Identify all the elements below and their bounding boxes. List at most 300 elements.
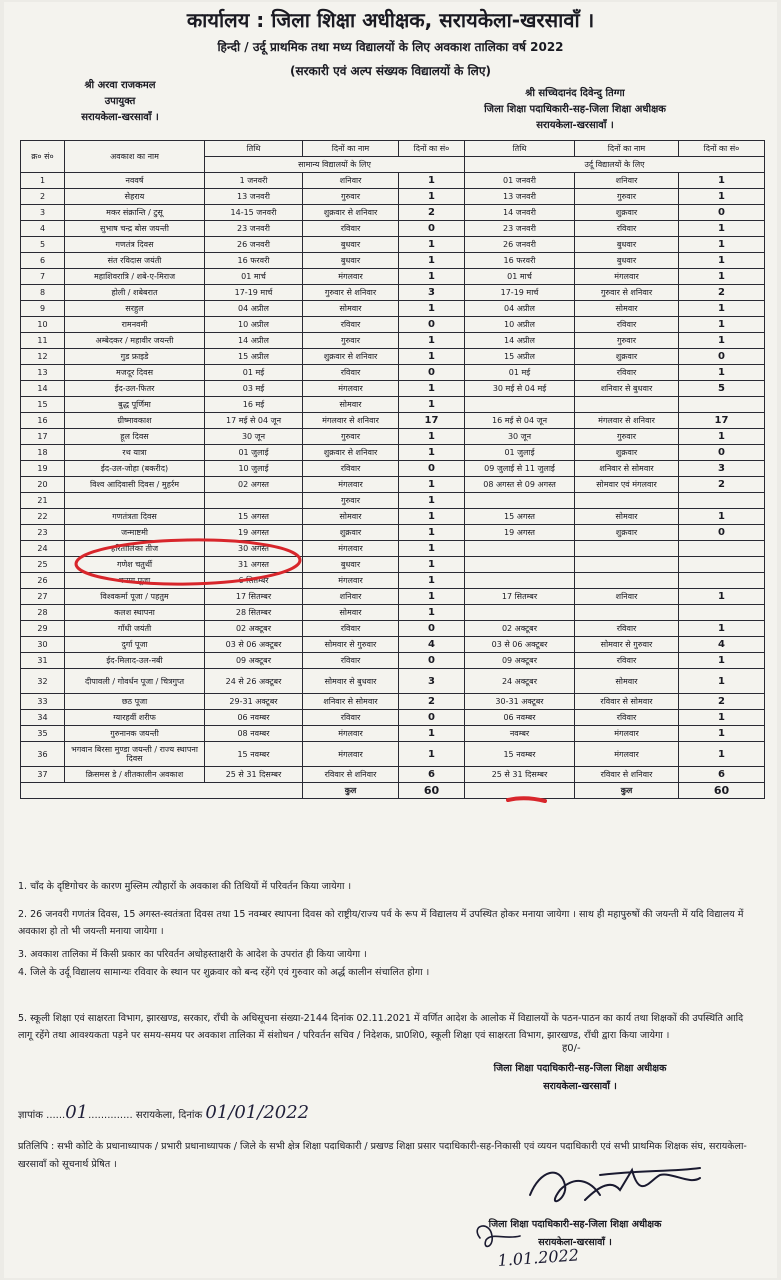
cell-sno: 7 — [21, 269, 65, 285]
cell-day-general: मंगलवार — [303, 573, 399, 589]
cell-date-urdu: 16 फरवरी — [465, 253, 575, 269]
table-row — [21, 637, 765, 653]
cell-date-general: 15 अप्रील — [205, 349, 303, 365]
table-row — [21, 397, 765, 413]
cell-day-general: गुरुवार — [303, 333, 399, 349]
cell-count-general: 1 — [399, 301, 465, 317]
cell-holiday-name: ग्यारहवीं शरीफ — [65, 710, 205, 726]
memo-date: 01/01/2022 — [205, 1102, 310, 1123]
cell-sno: 13 — [21, 365, 65, 381]
cell-holiday-name: ईद-उल-फितर — [65, 381, 205, 397]
cell-date-urdu — [465, 493, 575, 509]
cell-sno: 30 — [21, 637, 65, 653]
cell-day-urdu: रविवार से सोमवार — [575, 694, 679, 710]
table-row — [21, 285, 765, 301]
cell-day-general: शनिवार — [303, 589, 399, 605]
cell-count-urdu — [679, 573, 765, 589]
table-row — [21, 365, 765, 381]
holiday-table — [20, 140, 765, 799]
cell-holiday-name: रथ यात्रा — [65, 445, 205, 461]
cell-count-urdu — [679, 397, 765, 413]
cell-date-urdu — [465, 541, 575, 557]
cell-day-urdu: गुरुवार — [575, 333, 679, 349]
cell-day-urdu: मंगलवार — [575, 742, 679, 767]
right-officer-block — [470, 86, 680, 134]
cell-date-general: 13 जनवरी — [205, 189, 303, 205]
cell-day-urdu: सोमवार एवं मंगलवार — [575, 477, 679, 493]
cell-count-urdu: 0 — [679, 525, 765, 541]
cell-count-urdu: 1 — [679, 429, 765, 445]
table-row — [21, 605, 765, 621]
cell-holiday-name: ग्रीष्मावकाश — [65, 413, 205, 429]
cell-sno: 25 — [21, 557, 65, 573]
cell-sno: 28 — [21, 605, 65, 621]
cell-day-urdu: शुक्रवार — [575, 349, 679, 365]
table-row — [21, 621, 765, 637]
cell-sno: 15 — [21, 397, 65, 413]
cell-count-general: 0 — [399, 653, 465, 669]
cell-empty — [21, 783, 303, 799]
cell-day-urdu: रविवार — [575, 365, 679, 381]
cell-holiday-name: गुरुनानक जयन्ती — [65, 726, 205, 742]
cell-day-urdu: मंगलवार से शनिवार — [575, 413, 679, 429]
cell-holiday-name: गणतंत्रता दिवस — [65, 509, 205, 525]
table-row — [21, 767, 765, 783]
cell-day-urdu: शनिवार से बुधवार — [575, 381, 679, 397]
sd-mark: ह0/- — [562, 1043, 581, 1054]
cell-holiday-name: दुर्गा पूजा — [65, 637, 205, 653]
cell-count-general: 0 — [399, 317, 465, 333]
cell-day-general: गुरुवार — [303, 429, 399, 445]
cell-date-general: 01 मार्च — [205, 269, 303, 285]
cell-day-general: गुरुवार — [303, 493, 399, 509]
cell-sno: 24 — [21, 541, 65, 557]
cell-day-general: बुधवार — [303, 253, 399, 269]
cell-day-general: रविवार से शनिवार — [303, 767, 399, 783]
cell-day-urdu: गुरुवार — [575, 429, 679, 445]
cell-count-urdu: 0 — [679, 205, 765, 221]
cell-count-general: 0 — [399, 221, 465, 237]
cell-count-urdu: 4 — [679, 637, 765, 653]
office-title: कार्यालय : जिला शिक्षा अधीक्षक, सरायकेला-खरसावाँ । — [186, 8, 595, 32]
cell-sno: 32 — [21, 669, 65, 694]
cell-date-urdu: 09 जुलाई से 11 जुलाई — [465, 461, 575, 477]
cell-day-urdu: मंगलवार — [575, 726, 679, 742]
cell-day-general: मंगलवार से शनिवार — [303, 413, 399, 429]
cell-holiday-name: करमा पूजा — [65, 573, 205, 589]
cell-date-urdu: नवम्बर — [465, 726, 575, 742]
cell-day-urdu — [575, 605, 679, 621]
cell-day-urdu: शुक्रवार — [575, 205, 679, 221]
table-row — [21, 509, 765, 525]
cell-count-general: 1 — [399, 189, 465, 205]
cell-count-urdu — [679, 493, 765, 509]
cell-date-urdu: 14 जनवरी — [465, 205, 575, 221]
cell-holiday-name: रामनवमी — [65, 317, 205, 333]
cell-count-general: 1 — [399, 349, 465, 365]
cell-day-general: रविवार — [303, 365, 399, 381]
header-sno: क्र० सं० — [21, 141, 65, 173]
cell-holiday-name: सरहुल — [65, 301, 205, 317]
cell-count-urdu: 1 — [679, 237, 765, 253]
table-row — [21, 237, 765, 253]
table-row — [21, 694, 765, 710]
cell-count-general: 1 — [399, 253, 465, 269]
cell-holiday-name: मजदूर दिवस — [65, 365, 205, 381]
cell-date-general: 03 मई — [205, 381, 303, 397]
cell-count-general: 1 — [399, 573, 465, 589]
cell-date-general: 02 अगस्त — [205, 477, 303, 493]
signature-block-2 — [475, 1216, 675, 1252]
cell-holiday-name: विश्वकर्मा पूजा / पहतुम — [65, 589, 205, 605]
cell-date-urdu: 02 अक्टूबर — [465, 621, 575, 637]
cell-date-general: 1 जनवरी — [205, 173, 303, 189]
cell-count-general: 1 — [399, 541, 465, 557]
cell-sno: 12 — [21, 349, 65, 365]
cell-date-general: 24 से 26 अक्टूबर — [205, 669, 303, 694]
cell-date-general: 17 सितम्बर — [205, 589, 303, 605]
cell-count-general: 1 — [399, 742, 465, 767]
table-row — [21, 301, 765, 317]
cell-count-urdu: 2 — [679, 694, 765, 710]
cell-sno: 19 — [21, 461, 65, 477]
cell-holiday-name: क्रिसमस डे / शीतकालीन अवकाश — [65, 767, 205, 783]
cell-holiday-name: छठ पूजा — [65, 694, 205, 710]
cell-date-urdu: 01 मार्च — [465, 269, 575, 285]
table-row — [21, 726, 765, 742]
note-3: 3. अवकाश तालिका में किसी प्रकार का परिवर्तन अधोहस्ताक्षरी के आदेश के उपरांत ही किया जायेगा । — [18, 949, 367, 960]
cell-day-urdu: शनिवार — [575, 173, 679, 189]
cell-day-urdu: रविवार — [575, 621, 679, 637]
cell-count-urdu: 0 — [679, 349, 765, 365]
cell-date-urdu: 09 अक्टूबर — [465, 653, 575, 669]
cell-date-general: 16 फरवरी — [205, 253, 303, 269]
cell-count-urdu: 1 — [679, 269, 765, 285]
cell-sno: 14 — [21, 381, 65, 397]
cell-count-general: 1 — [399, 726, 465, 742]
cell-day-urdu: रविवार से शनिवार — [575, 767, 679, 783]
cell-count-urdu: 1 — [679, 621, 765, 637]
cell-sno: 4 — [21, 221, 65, 237]
cell-date-general: 28 सितम्बर — [205, 605, 303, 621]
cell-day-general: शनिवार से सोमवार — [303, 694, 399, 710]
cell-holiday-name: होली / शबेबरात — [65, 285, 205, 301]
cell-holiday-name: सुभाष चन्द्र बोस जयन्ती — [65, 221, 205, 237]
document-subtitle: हिन्दी / उर्दू प्राथमिक तथा मध्य विद्यालयों के लिए अवकाश तालिका वर्ष 2022 — [217, 40, 564, 54]
memo-label: ज्ञापांक — [18, 1110, 43, 1121]
cell-count-general: 1 — [399, 557, 465, 573]
cell-date-urdu: 10 अप्रील — [465, 317, 575, 333]
cell-sno: 21 — [21, 493, 65, 509]
cell-date-general: 02 अक्टूबर — [205, 621, 303, 637]
note-1: 1. चाँद के दृष्टिगोचर के कारण मुस्लिम त्यौहारों के अवकाश की तिथियों में परिवर्तन किया जायेगा । — [18, 881, 352, 892]
cell-count-general: 1 — [399, 397, 465, 413]
cell-date-general: 29-31 अक्टूबर — [205, 694, 303, 710]
cell-date-general: 03 से 06 अक्टूबर — [205, 637, 303, 653]
cell-day-general: मंगलवार — [303, 477, 399, 493]
cell-count-general: 1 — [399, 269, 465, 285]
cell-count-urdu: 2 — [679, 477, 765, 493]
cell-date-urdu: 19 अगस्त — [465, 525, 575, 541]
cell-count-general: 1 — [399, 333, 465, 349]
table-row — [21, 669, 765, 694]
table-row — [21, 349, 765, 365]
cell-sno: 17 — [21, 429, 65, 445]
cell-holiday-name: गणतंत्र दिवस — [65, 237, 205, 253]
cell-date-general: 23 जनवरी — [205, 221, 303, 237]
cell-day-general: रविवार — [303, 710, 399, 726]
cell-count-urdu: 1 — [679, 365, 765, 381]
cell-day-urdu — [575, 493, 679, 509]
cell-holiday-name: ईद-मिलाद-उल-नबी — [65, 653, 205, 669]
cell-count-urdu: 1 — [679, 726, 765, 742]
cell-count-urdu: 2 — [679, 285, 765, 301]
table-row — [21, 221, 765, 237]
table-row — [21, 205, 765, 221]
cell-day-general: सोमवार — [303, 509, 399, 525]
cell-date-general: 10 अप्रील — [205, 317, 303, 333]
header-date-urdu: तिथि — [465, 141, 575, 157]
cell-day-urdu: सोमवार से गुरुवार — [575, 637, 679, 653]
cell-date-urdu — [465, 557, 575, 573]
cell-count-urdu: 5 — [679, 381, 765, 397]
cell-sno: 22 — [21, 509, 65, 525]
cell-date-general: 01 जुलाई — [205, 445, 303, 461]
cell-count-general: 1 — [399, 605, 465, 621]
cell-day-general: रविवार — [303, 221, 399, 237]
cell-holiday-name: भगवान बिरसा मुण्डा जयन्ती / राज्य स्थापना दिवस — [65, 742, 205, 767]
cell-day-urdu: रविवार — [575, 653, 679, 669]
cell-date-general: 17 मई से 04 जून — [205, 413, 303, 429]
cell-count-general: 1 — [399, 525, 465, 541]
cell-count-general: 1 — [399, 237, 465, 253]
cell-count-urdu — [679, 557, 765, 573]
cell-day-general: रविवार — [303, 621, 399, 637]
cell-day-general: गुरुवार से शनिवार — [303, 285, 399, 301]
cell-count-urdu: 1 — [679, 173, 765, 189]
cell-date-urdu — [465, 397, 575, 413]
cell-date-general: 25 से 31 दिसम्बर — [205, 767, 303, 783]
cell-day-general: बुधवार — [303, 237, 399, 253]
cell-count-urdu: 1 — [679, 589, 765, 605]
cell-date-general: 30 अगस्त — [205, 541, 303, 557]
cell-day-general: मंगलवार — [303, 269, 399, 285]
cell-day-urdu: शुक्रवार — [575, 525, 679, 541]
cell-date-urdu: 01 जनवरी — [465, 173, 575, 189]
table-row — [21, 653, 765, 669]
cell-sno: 20 — [21, 477, 65, 493]
table-row — [21, 413, 765, 429]
cell-date-general: 04 अप्रील — [205, 301, 303, 317]
cell-date-urdu: 16 मई से 04 जून — [465, 413, 575, 429]
right-officer-name: श्री सच्चिदानंद दिवेन्दु तिग्गा — [525, 88, 625, 99]
cell-count-urdu: 6 — [679, 767, 765, 783]
cell-count-urdu: 1 — [679, 669, 765, 694]
cell-date-general: 14 अप्रील — [205, 333, 303, 349]
cell-date-urdu: 01 जुलाई — [465, 445, 575, 461]
cell-sno: 8 — [21, 285, 65, 301]
cell-day-urdu: गुरुवार — [575, 189, 679, 205]
cell-date-general: 19 अगस्त — [205, 525, 303, 541]
cell-date-general: 15 अगस्त — [205, 509, 303, 525]
cell-holiday-name: महाशिवरात्रि / शबे-ए-मिराज — [65, 269, 205, 285]
cell-day-urdu: रविवार — [575, 710, 679, 726]
cell-day-general: मंगलवार — [303, 541, 399, 557]
cell-date-urdu: 08 अगस्त से 09 अगस्त — [465, 477, 575, 493]
cell-holiday-name: गुड फ्राइडे — [65, 349, 205, 365]
document-subtitle-2: (सरकारी एवं अल्प संख्यक विद्यालयों के लिए) — [290, 64, 491, 78]
memo-line: ज्ञापांक ......01.............. सरायकेला, दिनांक 01/01/2022 — [18, 1102, 310, 1123]
table-row — [21, 573, 765, 589]
cell-sno: 18 — [21, 445, 65, 461]
cell-holiday-name: गणेश चतुर्थी — [65, 557, 205, 573]
cell-count-urdu: 1 — [679, 333, 765, 349]
copy-to-text: प्रतिलिपि : सभी कोटि के प्रधानाध्यापक / प्रभारी प्रधानाध्यापक / जिले के सभी क्षेत्र शिक्षा पदाधिकारी / प्रखण्ड शिक्षा प्रसार पदाधिकारी-सह-निकासी एवं व्ययन पदाधिकारी एवं सभी प्राथमिक शिक्षक संघ, सरायकेला-खरसावाँ को सूचनार्थ प्रेषित । — [18, 1141, 747, 1170]
cell-day-urdu: बुधवार — [575, 253, 679, 269]
cell-day-general: शुक्रवार से शनिवार — [303, 205, 399, 221]
cell-count-general: 6 — [399, 767, 465, 783]
cell-holiday-name: सेहराय — [65, 189, 205, 205]
cell-date-urdu: 15 अगस्त — [465, 509, 575, 525]
cell-date-urdu — [465, 573, 575, 589]
cell-date-urdu: 30-31 अक्टूबर — [465, 694, 575, 710]
total-label-general: कुल — [303, 783, 399, 799]
signature-1-designation: जिला शिक्षा पदाधिकारी-सह-जिला शिक्षा अधीक्षक — [493, 1063, 667, 1074]
cell-sno: 37 — [21, 767, 65, 783]
cell-date-general: 17-19 मार्च — [205, 285, 303, 301]
cell-holiday-name: हरितालिका तीज — [65, 541, 205, 557]
cell-day-general: सोमवार — [303, 301, 399, 317]
cell-day-urdu: शनिवार — [575, 589, 679, 605]
signature-2-designation: जिला शिक्षा पदाधिकारी-सह-जिला शिक्षा अधीक्षक — [488, 1219, 662, 1230]
cell-date-general: 16 मई — [205, 397, 303, 413]
cell-count-urdu — [679, 541, 765, 557]
cell-day-general: शनिवार — [303, 173, 399, 189]
cell-sno: 2 — [21, 189, 65, 205]
cell-day-urdu: रविवार — [575, 317, 679, 333]
table-header-row — [21, 141, 765, 157]
table-row — [21, 445, 765, 461]
cell-day-general: रविवार — [303, 317, 399, 333]
cell-day-urdu: सोमवार — [575, 301, 679, 317]
cell-day-urdu: सोमवार — [575, 669, 679, 694]
cell-date-urdu: 15 अप्रील — [465, 349, 575, 365]
cell-sno: 16 — [21, 413, 65, 429]
cell-count-general: 1 — [399, 429, 465, 445]
cell-date-general: 08 नवम्बर — [205, 726, 303, 742]
cell-date-urdu: 15 नवम्बर — [465, 742, 575, 767]
total-urdu: 60 — [679, 783, 765, 799]
cell-date-urdu: 17-19 मार्च — [465, 285, 575, 301]
cell-sno: 5 — [21, 237, 65, 253]
left-officer-district: सरायकेला-खरसावाँ । — [81, 112, 159, 123]
cell-sno: 33 — [21, 694, 65, 710]
cell-count-general: 2 — [399, 205, 465, 221]
cell-day-urdu: रविवार — [575, 221, 679, 237]
cell-day-general: रविवार — [303, 461, 399, 477]
cell-day-general: गुरुवार — [303, 189, 399, 205]
cell-day-general: शुक्रवार — [303, 525, 399, 541]
note-2: 2. 26 जनवरी गणतंत्र दिवस, 15 अगस्त-स्वतंत्रता दिवस तथा 15 नवम्बर स्थापना दिवस को राष्ट्रीय/राज्य पर्व के रूप में विद्यालय में उपस्थित होकर मनाया जायेगा । साथ ही महापुरुषों की जयन्ती में यदि विद्यालय में अवकाश हो तो भी जयन्ती मनाया जायेगा । — [18, 909, 744, 937]
total-general: 60 — [399, 783, 465, 799]
cell-count-urdu: 1 — [679, 301, 765, 317]
cell-holiday-name: ईद-उल-जोहा (बकरीद) — [65, 461, 205, 477]
signature-2-handwritten-date: 1.01.2022 — [496, 1245, 580, 1270]
cell-sno: 3 — [21, 205, 65, 221]
cell-date-general: 31 अगस्त — [205, 557, 303, 573]
cell-date-urdu: 17 सितम्बर — [465, 589, 575, 605]
cell-date-general: 09 अक्टूबर — [205, 653, 303, 669]
table-row — [21, 525, 765, 541]
memo-number: 01 — [65, 1102, 89, 1123]
cell-sno: 26 — [21, 573, 65, 589]
table-row — [21, 189, 765, 205]
signature-block-1 — [470, 1060, 690, 1096]
cell-day-urdu: मंगलवार — [575, 269, 679, 285]
header-holiday-name: अवकाश का नाम — [65, 141, 205, 173]
cell-day-urdu — [575, 557, 679, 573]
cell-day-urdu — [575, 573, 679, 589]
table-row — [21, 429, 765, 445]
cell-holiday-name: गाँधी जयंती — [65, 621, 205, 637]
total-label-urdu: कुल — [575, 783, 679, 799]
cell-day-general: मंगलवार — [303, 381, 399, 397]
cell-sno: 10 — [21, 317, 65, 333]
cell-count-urdu — [679, 605, 765, 621]
header-date-general: तिथि — [205, 141, 303, 157]
cell-date-urdu: 30 जून — [465, 429, 575, 445]
cell-date-urdu: 25 से 31 दिसम्बर — [465, 767, 575, 783]
table-total-row — [21, 783, 765, 799]
cell-date-urdu: 03 से 06 अक्टूबर — [465, 637, 575, 653]
cell-date-urdu: 14 अप्रील — [465, 333, 575, 349]
cell-date-urdu: 04 अप्रील — [465, 301, 575, 317]
cell-count-urdu: 1 — [679, 742, 765, 767]
right-officer-designation: जिला शिक्षा पदाधिकारी-सह-जिला शिक्षा अधीक्षक — [484, 104, 666, 115]
cell-date-urdu: 13 जनवरी — [465, 189, 575, 205]
cell-sno: 31 — [21, 653, 65, 669]
cell-date-urdu: 06 नवम्बर — [465, 710, 575, 726]
cell-holiday-name: बुद्ध पूर्णिमा — [65, 397, 205, 413]
cell-day-urdu — [575, 397, 679, 413]
cell-holiday-name: विश्व आदिवासी दिवस / मुहर्रम — [65, 477, 205, 493]
cell-count-general: 0 — [399, 621, 465, 637]
cell-day-urdu: सोमवार — [575, 509, 679, 525]
cell-count-urdu: 17 — [679, 413, 765, 429]
cell-count-general: 3 — [399, 669, 465, 694]
cell-holiday-name: अम्बेदकर / महावीर जयन्ती — [65, 333, 205, 349]
cell-day-urdu: शुक्रवार — [575, 445, 679, 461]
cell-sno: 1 — [21, 173, 65, 189]
cell-day-general: शुक्रवार से शनिवार — [303, 349, 399, 365]
note-5: 5. स्कूली शिक्षा एवं साक्षरता विभाग, झारखण्ड, सरकार, राँची के अधिसूचना संख्या-2144 दिनांक 02.11.2021 में वर्णित आदेश के आलोक में विद्यालयों के पठन-पाठन का कार्य तथा शिक्षकों की उपस्थिति आदि लागू रहेंगे तथा आवश्यकता पड़ने पर समय-समय पर अवकाश तालिका में संशोधन / परिवर्तन सचिव / निदेशक, प्रा0शि0, स्कूली शिक्षा एवं साक्षरता विभाग, झारखण्ड, राँची द्वारा किया जायेगा । — [18, 1013, 744, 1041]
table-row — [21, 381, 765, 397]
cell-count-general: 1 — [399, 381, 465, 397]
memo-place: सरायकेला, दिनांक — [135, 1110, 203, 1121]
cell-day-urdu — [575, 541, 679, 557]
signature-1-district: सरायकेला-खरसावाँ । — [543, 1081, 617, 1092]
cell-count-urdu: 1 — [679, 221, 765, 237]
cell-count-urdu: 0 — [679, 445, 765, 461]
cell-count-urdu: 3 — [679, 461, 765, 477]
table-row — [21, 253, 765, 269]
cell-holiday-name: नववर्ष — [65, 173, 205, 189]
table-row — [21, 742, 765, 767]
cell-count-urdu: 1 — [679, 189, 765, 205]
cell-date-general: 14-15 जनवरी — [205, 205, 303, 221]
table-row — [21, 557, 765, 573]
cell-count-general: 1 — [399, 509, 465, 525]
